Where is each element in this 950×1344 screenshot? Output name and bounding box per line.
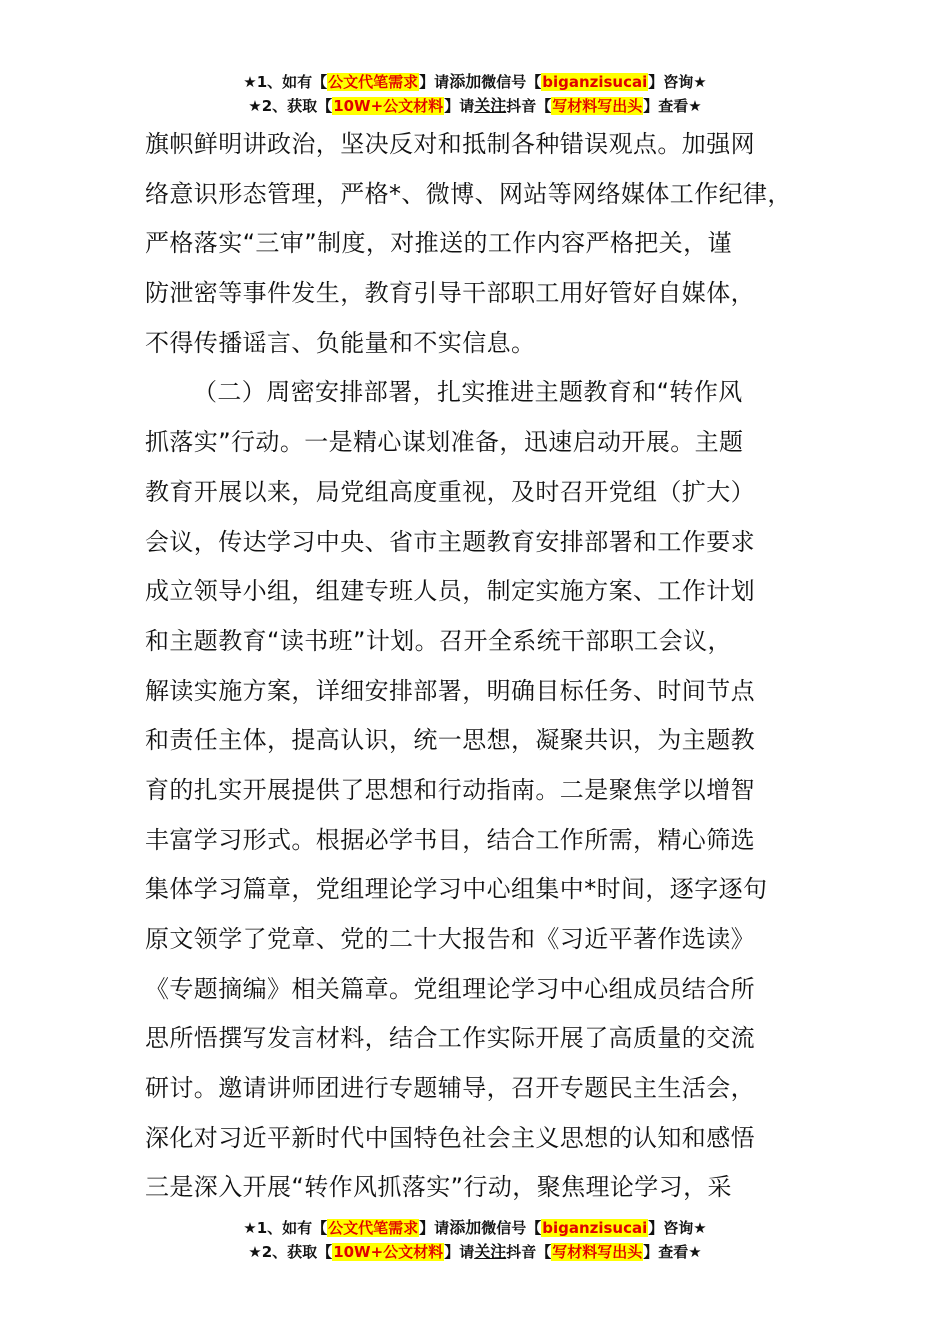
body-line: 集体学习篇章，党组理论学习中心组集中*时间，逐字逐句 [145,875,768,904]
header-banner [0,70,950,118]
highlight-text: 10W+公文材料 [333,1243,444,1261]
body-line: 原文领学了党章、党的二十大报告和《习近平著作选读》 [145,925,755,953]
section-heading-line: （二）周密安排部署，扎实推进主题教育和“转作风 [193,378,743,407]
body-line: 不得传播谣言、负能量和不实信息。 [145,328,536,357]
banner-text: 】请 [419,1219,450,1237]
banner-text: 】请 [444,1243,475,1261]
emphasis-text: 添加 [449,1218,482,1237]
banner-text: ★2、获取【 [248,1243,333,1261]
banner-text: 抖音【 [506,1243,552,1261]
banner-text: 微信号【 [481,73,542,91]
body-line: 《专题摘编》相关篇章。党组理论学习中心组成员结合所 [145,974,755,1003]
body-line: 会议，传达学习中央、省市主题教育安排部署和工作要求 [145,527,755,556]
body-line: 络意识形态管理，严格*、微博、网站等网络媒体工作纪律， [145,179,792,208]
body-line: 严格落实“三审”制度，对推送的工作内容严格把关，谨 [145,229,732,258]
body-line: 成立领导小组，组建专班人员，制定实施方案、工作计划 [145,577,755,606]
body-line: 旗帜鲜明讲政治，坚决反对和抵制各种错误观点。加强网 [145,130,755,158]
wechat-id: biganzisucai [542,73,648,91]
body-line: 三是深入开展“转作风抓落实”行动，聚焦理论学习，采 [145,1173,732,1202]
highlight-text: 10W+公文材料 [333,97,444,115]
body-line: 思所悟撰写发言材料，结合工作实际开展了高质量的交流 [145,1024,755,1053]
highlight-text: 公文代笔需求 [328,73,419,91]
banner-text: 】咨询★ [648,73,707,91]
banner-text: 】请 [419,73,450,91]
banner-line-2 [0,1240,950,1264]
body-line: 解读实施方案，详细安排部署，明确目标任务、时间节点 [145,676,755,705]
emphasis-text: 添加 [449,72,482,91]
body-line: 防泄密等事件发生，教育引导干部职工用好管好自媒体， [145,279,755,308]
banner-line-1 [0,70,950,94]
emphasis-text: 关注 [474,96,507,115]
body-line: 抓落实”行动。一是精心谋划准备，迅速启动开展。主题 [145,428,744,457]
body-line: 和责任主体，提高认识，统一思想，凝聚共识，为主题教 [145,726,755,755]
banner-text: 】咨询★ [648,1219,707,1237]
body-line: 深化对习近平新时代中国特色社会主义思想的认知和感悟 [145,1123,755,1152]
document-body [145,120,807,1213]
banner-text: ★1、如有【 [243,1219,328,1237]
highlight-text: 公文代笔需求 [328,1219,419,1237]
body-line: 教育开展以来，局党组高度重视，及时召开党组（扩大） [145,477,755,506]
banner-text: 抖音【 [506,97,552,115]
wechat-id: biganzisucai [542,1219,648,1237]
body-line: 育的扎实开展提供了思想和行动指南。二是聚焦学以增智 [145,775,755,804]
footer-banner [0,1216,950,1264]
banner-line-2 [0,94,950,118]
douyin-id: 写材料写出头 [552,97,643,115]
body-line: 研讨。邀请讲师团进行专题辅导，召开专题民主生活会， [145,1074,755,1103]
banner-line-1 [0,1216,950,1240]
body-line: 和主题教育“读书班”计划。召开全系统干部职工会议， [145,626,732,655]
banner-text: ★1、如有【 [243,73,328,91]
douyin-id: 写材料写出头 [552,1243,643,1261]
banner-text: 】请 [444,97,475,115]
banner-text: 】查看★ [643,1243,702,1261]
body-line: 丰富学习形式。根据必学书目，结合工作所需，精心筛选 [145,825,755,854]
banner-text: 】查看★ [643,97,702,115]
banner-text: ★2、获取【 [248,97,333,115]
emphasis-text: 关注 [474,1242,507,1261]
banner-text: 微信号【 [481,1219,542,1237]
